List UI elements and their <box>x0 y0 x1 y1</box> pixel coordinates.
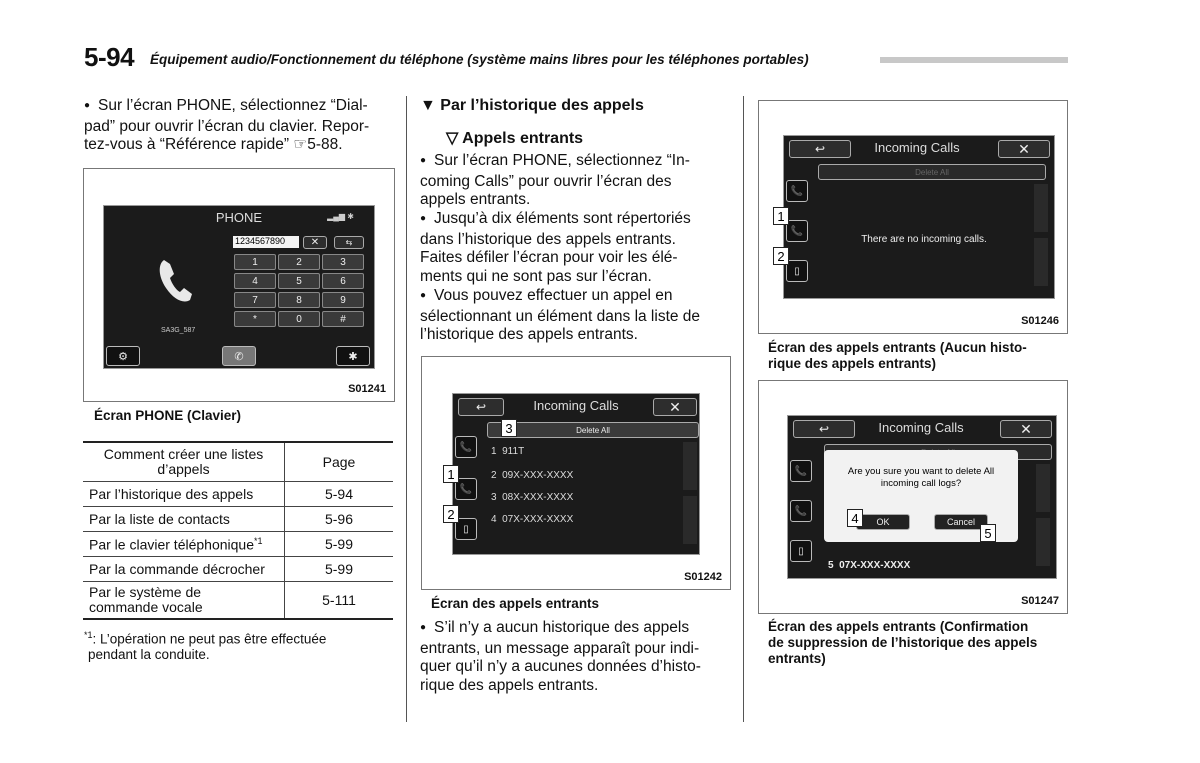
key-9[interactable]: 9 <box>322 292 364 308</box>
figure-code: S01242 <box>684 571 722 583</box>
figure-no-incoming-calls <box>758 100 1068 334</box>
figure-caption <box>768 619 1068 667</box>
header-rule <box>880 57 1068 63</box>
dialog-message <box>824 466 1018 490</box>
key-8[interactable]: 8 <box>278 292 320 308</box>
call-button[interactable]: ⇆ <box>334 236 364 249</box>
row-index: 4 <box>491 514 497 525</box>
bullet-line: l’historique des appels entrants. <box>420 326 638 343</box>
row-label-text: Par le clavier téléphonique <box>89 536 254 553</box>
table-cell-page: 5-99 <box>285 532 394 557</box>
incoming-calls-screen <box>452 393 700 555</box>
table-cell-page: 5-96 <box>285 507 394 532</box>
dialog-line: Are you sure you want to delete All <box>847 466 995 477</box>
row-number: 07X-XXX-XXXX <box>839 560 911 571</box>
bullet-line: ments qui ne sont pas sur l’écran. <box>420 267 652 285</box>
list-item[interactable] <box>828 560 910 571</box>
footnote-ref: *1 <box>254 535 263 546</box>
bullet-line: ● S’il n’y a aucun historique des appels <box>420 619 730 640</box>
figure-caption <box>768 340 1068 372</box>
caption-line: rique des appels entrants) <box>768 356 937 371</box>
phone-device-icon[interactable]: ▯ <box>790 540 812 562</box>
confirm-screen <box>787 415 1057 579</box>
figure-code: S01241 <box>348 383 386 395</box>
intro-line-2: pad” pour ouvrir l’écran du clavier. Repor- <box>84 117 370 135</box>
bullet-2 <box>420 210 730 286</box>
footnote-mark: *1 <box>84 630 93 640</box>
scroll-up-button[interactable] <box>683 442 697 490</box>
back-icon[interactable]: ↩ <box>789 140 851 158</box>
table-row <box>83 582 393 620</box>
bullet-line: ● Sur l’écran PHONE, sélectionnez “In- <box>420 152 730 173</box>
bullet-line: entrants, un message apparaît pour indi- <box>420 639 700 657</box>
page-number: 5-94 <box>84 42 135 72</box>
row-index: 1 <box>491 446 497 457</box>
delete-all-button[interactable]: Delete All <box>487 422 699 438</box>
number-display: 1234567890 <box>233 236 299 248</box>
phone-device-icon[interactable]: ▯ <box>455 518 477 540</box>
handset-icon <box>156 256 196 309</box>
bullet-line: coming Calls” pour ouvrir l’écran des <box>420 172 672 190</box>
clear-button[interactable]: ✕ <box>303 236 327 249</box>
delete-all-button[interactable]: Delete All <box>818 164 1046 180</box>
table-header-method <box>83 442 285 482</box>
callout-4: 4 <box>847 509 863 527</box>
table-header-page: Page <box>285 442 394 482</box>
row-number: 07X-XXX-XXXX <box>502 514 574 525</box>
key-6[interactable]: 6 <box>322 273 364 289</box>
dialpad-tab-icon[interactable]: ✆ <box>222 346 256 366</box>
key-4[interactable]: 4 <box>234 273 276 289</box>
incoming-calls-tab-icon[interactable]: 📞 <box>455 436 477 458</box>
incoming-call-icon[interactable]: 📞 <box>790 500 812 522</box>
list-item[interactable] <box>491 446 524 457</box>
key-7[interactable]: 7 <box>234 292 276 308</box>
footnote-line-1: : L’opération ne peut pas être effectuée <box>92 631 327 647</box>
empty-message: There are no incoming calls. <box>861 234 987 245</box>
scroll-down-button[interactable] <box>683 496 697 544</box>
bullet-line: quer qu’il n’y a aucunes données d’histo- <box>420 658 701 675</box>
bluetooth-icon[interactable]: ✱ <box>336 346 370 366</box>
signal-bluetooth-icon: ▂▄▆ ✱ <box>327 212 354 221</box>
bullet-line: ● Vous pouvez effectuer un appel en <box>420 287 730 308</box>
bullet-line: sélectionnant un élément dans la liste de <box>420 307 701 325</box>
screen-title: Incoming Calls <box>878 420 964 435</box>
table-cell-label: Par l’historique des appels <box>83 482 285 507</box>
row-label-line: Par le système de <box>89 584 202 600</box>
callout-2: 2 <box>773 247 789 265</box>
bullet-line: rique des appels entrants. <box>420 676 599 694</box>
table-row <box>83 507 393 532</box>
table-row <box>83 532 393 557</box>
key-1[interactable]: 1 <box>234 254 276 270</box>
figure-caption: Écran PHONE (Clavier) <box>94 408 242 423</box>
figure-code: S01246 <box>1021 315 1059 327</box>
figure-incoming-calls <box>421 356 731 590</box>
scroll-down-button[interactable] <box>1036 518 1050 566</box>
subsection-heading: ▽ Appels entrants <box>446 130 584 147</box>
section-heading: ▼ Par l’historique des appels <box>420 97 644 114</box>
bullet-1 <box>420 152 730 210</box>
row-index: 2 <box>491 470 497 481</box>
table-cell-label <box>83 532 285 557</box>
bullet-line: Faites défiler l’écran pour voir les élé- <box>420 249 678 266</box>
key-2[interactable]: 2 <box>278 254 320 270</box>
device-name: SA3G_587 <box>161 327 196 334</box>
incoming-call-icon[interactable]: 📞 <box>455 478 477 500</box>
settings-icon[interactable]: ⚙ <box>106 346 140 366</box>
ok-button[interactable]: OK <box>856 514 910 530</box>
key-3[interactable]: 3 <box>322 254 364 270</box>
scroll-up-button[interactable] <box>1036 464 1050 512</box>
row-number: 911T <box>502 446 525 457</box>
screen-title: Incoming Calls <box>533 398 619 413</box>
cancel-button[interactable]: Cancel <box>934 514 988 530</box>
close-icon[interactable]: ✕ <box>1000 420 1052 438</box>
list-item[interactable] <box>491 492 573 503</box>
screen-title: Incoming Calls <box>874 140 960 155</box>
list-item[interactable] <box>491 470 573 481</box>
back-icon[interactable]: ↩ <box>458 398 504 416</box>
row-number: 09X-XXX-XXXX <box>502 470 574 481</box>
table-cell-label: Par la commande décrocher <box>83 557 285 582</box>
figure-caption: Écran des appels entrants <box>431 596 600 611</box>
caption-line: Écran des appels entrants (Aucun histo- <box>768 340 1027 355</box>
table-cell-page: 5-99 <box>285 557 394 582</box>
footnote-line-2: pendant la conduite. <box>88 646 210 662</box>
header-line: d’appels <box>157 461 210 477</box>
list-item[interactable] <box>491 514 573 525</box>
intro-line-3: tez-vous à “Référence rapide” ☞5-88. <box>84 136 343 153</box>
footnote <box>84 628 394 662</box>
table-cell-page: 5-94 <box>285 482 394 507</box>
key-5[interactable]: 5 <box>278 273 320 289</box>
bullet-4 <box>420 619 730 695</box>
key-0[interactable]: 0 <box>278 311 320 327</box>
table-header-row <box>83 442 393 482</box>
key-star[interactable]: * <box>234 311 276 327</box>
caption-line: entrants) <box>768 651 826 666</box>
dialog-line: incoming call logs? <box>880 478 962 489</box>
callout-5: 5 <box>980 524 996 542</box>
table-cell-label: Par la liste de contacts <box>83 507 285 532</box>
phone-device-icon[interactable]: ▯ <box>786 260 808 282</box>
caption-line: de suppression de l’historique des appels <box>768 635 1038 650</box>
close-icon[interactable]: ✕ <box>998 140 1050 158</box>
back-icon[interactable]: ↩ <box>793 420 855 438</box>
table-cell-label <box>83 582 285 620</box>
header-line: Comment créer une listes <box>103 446 264 462</box>
incoming-calls-tab-icon[interactable]: 📞 <box>790 460 812 482</box>
close-icon[interactable]: ✕ <box>653 398 697 416</box>
key-hash[interactable]: # <box>322 311 364 327</box>
row-number: 08X-XXX-XXXX <box>502 492 574 503</box>
bullet-line: dans l’historique des appels entrants. <box>420 230 676 248</box>
figure-phone-keypad <box>83 168 395 402</box>
column-divider <box>743 96 744 722</box>
scroll-down-button[interactable] <box>1034 238 1048 286</box>
callout-2: 2 <box>443 505 459 523</box>
intro-line-1: ● Sur l’écran PHONE, sélectionnez “Dial- <box>84 97 394 118</box>
callout-1: 1 <box>443 465 459 483</box>
column-divider <box>406 96 407 722</box>
chapter-title: Équipement audio/Fonctionnement du téléphone (système mains libres pour les téléphones portables) <box>150 52 809 67</box>
callout-3: 3 <box>501 419 517 437</box>
row-index: 3 <box>491 492 497 503</box>
callout-1: 1 <box>773 207 789 225</box>
row-label-line: commande vocale <box>89 599 203 615</box>
caption-line: Écran des appels entrants (Confirmation <box>768 619 1029 634</box>
bullet-line: appels entrants. <box>420 191 531 208</box>
bullet-3 <box>420 287 730 345</box>
incoming-call-icon[interactable]: 📞 <box>786 220 808 242</box>
table-row <box>83 482 393 507</box>
intro-paragraph <box>84 97 394 155</box>
table-cell-page: 5-111 <box>285 582 394 620</box>
method-table <box>83 441 393 620</box>
bullet-line: ● Jusqu’à dix éléments sont répertoriés <box>420 210 730 231</box>
no-calls-screen <box>783 135 1055 299</box>
scroll-up-button[interactable] <box>1034 184 1048 232</box>
row-index: 5 <box>828 560 834 571</box>
screen-title: PHONE <box>215 210 263 225</box>
figure-delete-confirmation <box>758 380 1068 614</box>
figure-code: S01247 <box>1021 595 1059 607</box>
table-row <box>83 557 393 582</box>
phone-screen <box>103 205 375 369</box>
incoming-calls-tab-icon[interactable]: 📞 <box>786 180 808 202</box>
